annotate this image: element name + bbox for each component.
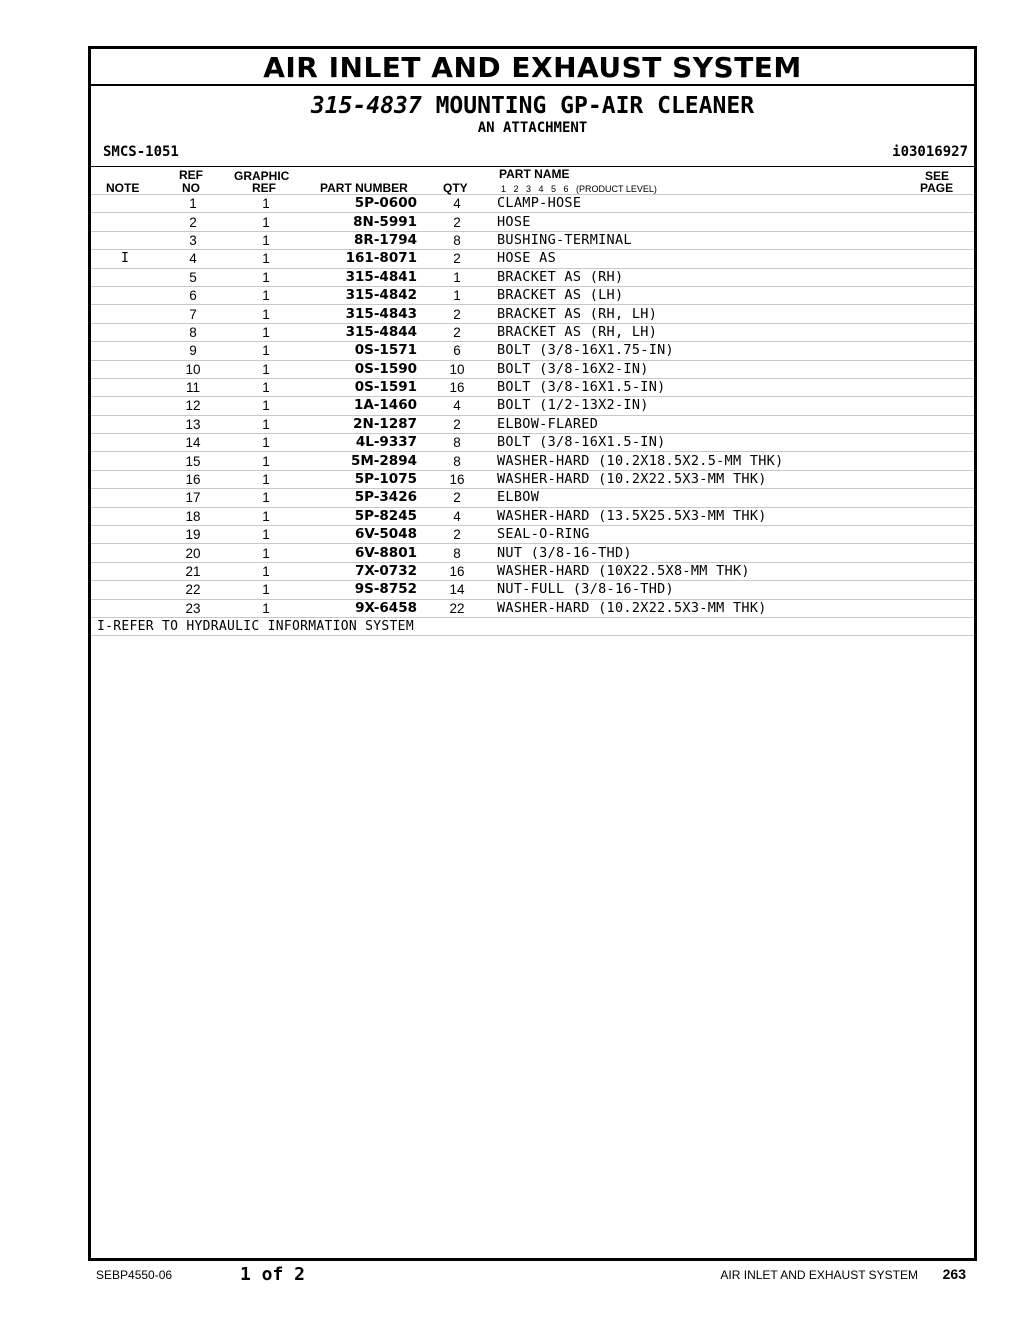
part-see-page bbox=[924, 305, 974, 323]
part-note bbox=[91, 562, 159, 580]
part-ref-no: 23 bbox=[159, 599, 227, 617]
table-row bbox=[91, 415, 974, 433]
part-name: BRACKET AS (LH) bbox=[497, 286, 924, 304]
part-graphic-ref: 1 bbox=[227, 323, 305, 341]
table-row bbox=[91, 231, 974, 249]
part-ref-no: 3 bbox=[159, 231, 227, 249]
part-number: 315-4844 bbox=[305, 323, 417, 341]
part-ref-no: 19 bbox=[159, 526, 227, 544]
part-qty: 8 bbox=[417, 544, 497, 562]
part-name: BUSHING-TERMINAL bbox=[497, 231, 924, 249]
part-note bbox=[91, 434, 159, 452]
footer-section-title: AIR INLET AND EXHAUST SYSTEM bbox=[720, 1268, 918, 1282]
part-graphic-ref: 1 bbox=[227, 286, 305, 304]
part-note bbox=[91, 452, 159, 470]
part-qty: 2 bbox=[417, 526, 497, 544]
part-note bbox=[91, 544, 159, 562]
part-see-page bbox=[924, 599, 974, 617]
part-see-page bbox=[924, 562, 974, 580]
part-qty: 2 bbox=[417, 415, 497, 433]
header-graphic-top: GRAPHIC bbox=[234, 169, 290, 183]
part-qty: 2 bbox=[417, 489, 497, 507]
part-qty: 2 bbox=[417, 250, 497, 268]
table-row bbox=[91, 397, 974, 415]
part-qty: 8 bbox=[417, 434, 497, 452]
part-graphic-ref: 1 bbox=[227, 581, 305, 599]
part-note bbox=[91, 268, 159, 286]
part-number: 5P-3426 bbox=[305, 489, 417, 507]
part-see-page bbox=[924, 323, 974, 341]
table-row bbox=[91, 268, 974, 286]
part-name: BOLT (3/8-16X2-IN) bbox=[497, 360, 924, 378]
part-graphic-ref: 1 bbox=[227, 434, 305, 452]
part-note bbox=[91, 231, 159, 249]
table-row bbox=[91, 507, 974, 525]
table-row bbox=[91, 452, 974, 470]
part-note bbox=[91, 305, 159, 323]
part-ref-no: 5 bbox=[159, 268, 227, 286]
part-number: 315-4841 bbox=[305, 268, 417, 286]
part-see-page bbox=[924, 342, 974, 360]
part-qty: 16 bbox=[417, 378, 497, 396]
part-name: CLAMP-HOSE bbox=[497, 195, 924, 213]
part-number: 5M-2894 bbox=[305, 452, 417, 470]
part-see-page bbox=[924, 415, 974, 433]
part-qty: 1 bbox=[417, 268, 497, 286]
header-note: NOTE bbox=[106, 181, 140, 195]
part-graphic-ref: 1 bbox=[227, 268, 305, 286]
table-header bbox=[91, 167, 974, 194]
part-ref-no: 11 bbox=[159, 378, 227, 396]
part-name: WASHER-HARD (10X22.5X8-MM THK) bbox=[497, 562, 924, 580]
part-graphic-ref: 1 bbox=[227, 250, 305, 268]
part-number: 315-4842 bbox=[305, 286, 417, 304]
part-qty: 14 bbox=[417, 581, 497, 599]
header-ref-bottom: NO bbox=[182, 181, 200, 195]
system-title: AIR INLET AND EXHAUST SYSTEM bbox=[91, 49, 974, 86]
part-note: I bbox=[91, 250, 159, 268]
part-ref-no: 16 bbox=[159, 470, 227, 488]
part-ref-no: 18 bbox=[159, 507, 227, 525]
parts-table bbox=[91, 194, 974, 617]
header-qty: QTY bbox=[443, 181, 468, 195]
part-ref-no: 13 bbox=[159, 415, 227, 433]
part-number: 8N-5991 bbox=[305, 213, 417, 231]
part-see-page bbox=[924, 581, 974, 599]
part-number: 5P-8245 bbox=[305, 507, 417, 525]
table-row bbox=[91, 526, 974, 544]
part-ref-no: 8 bbox=[159, 323, 227, 341]
table-row bbox=[91, 599, 974, 617]
part-ref-no: 6 bbox=[159, 286, 227, 304]
part-number: 6V-8801 bbox=[305, 544, 417, 562]
part-name: WASHER-HARD (10.2X22.5X3-MM THK) bbox=[497, 599, 924, 617]
part-graphic-ref: 1 bbox=[227, 526, 305, 544]
part-qty: 2 bbox=[417, 213, 497, 231]
part-ref-no: 15 bbox=[159, 452, 227, 470]
part-qty: 16 bbox=[417, 470, 497, 488]
part-name: HOSE bbox=[497, 213, 924, 231]
part-see-page bbox=[924, 195, 974, 213]
table-row bbox=[91, 562, 974, 580]
part-see-page bbox=[924, 544, 974, 562]
document-id: SEBP4550-06 bbox=[96, 1268, 173, 1282]
group-subtitle: AN ATTACHMENT bbox=[477, 120, 588, 136]
part-note bbox=[91, 378, 159, 396]
part-see-page bbox=[924, 470, 974, 488]
part-qty: 6 bbox=[417, 342, 497, 360]
header-ref-top: REF bbox=[179, 168, 203, 182]
part-qty: 4 bbox=[417, 397, 497, 415]
header-part-number: PART NUMBER bbox=[320, 181, 408, 195]
part-ref-no: 14 bbox=[159, 434, 227, 452]
part-ref-no: 1 bbox=[159, 195, 227, 213]
part-name: WASHER-HARD (10.2X18.5X2.5-MM THK) bbox=[497, 452, 924, 470]
table-row bbox=[91, 544, 974, 562]
table-row bbox=[91, 286, 974, 304]
part-name: BOLT (3/8-16X1.5-IN) bbox=[497, 378, 924, 396]
part-see-page bbox=[924, 378, 974, 396]
identifier-bar bbox=[91, 140, 974, 167]
part-ref-no: 17 bbox=[159, 489, 227, 507]
part-note bbox=[91, 415, 159, 433]
page-of-indicator: 1 of 2 bbox=[240, 1264, 306, 1285]
part-note bbox=[91, 397, 159, 415]
part-qty: 16 bbox=[417, 562, 497, 580]
part-see-page bbox=[924, 213, 974, 231]
part-see-page bbox=[924, 489, 974, 507]
part-name: ELBOW-FLARED bbox=[497, 415, 924, 433]
footnote: I-REFER TO HYDRAULIC INFORMATION SYSTEM bbox=[91, 617, 974, 636]
part-note bbox=[91, 581, 159, 599]
part-name: WASHER-HARD (13.5X25.5X3-MM THK) bbox=[497, 507, 924, 525]
page-footer bbox=[0, 1262, 1020, 1292]
part-number: 0S-1590 bbox=[305, 360, 417, 378]
part-graphic-ref: 1 bbox=[227, 489, 305, 507]
table-row bbox=[91, 323, 974, 341]
header-product-levels: 1 2 3 4 5 6 (PRODUCT LEVEL) bbox=[501, 184, 657, 194]
part-graphic-ref: 1 bbox=[227, 544, 305, 562]
part-see-page bbox=[924, 268, 974, 286]
part-graphic-ref: 1 bbox=[227, 397, 305, 415]
part-see-page bbox=[924, 250, 974, 268]
part-qty: 22 bbox=[417, 599, 497, 617]
part-see-page bbox=[924, 286, 974, 304]
part-qty: 2 bbox=[417, 305, 497, 323]
parts-page-frame bbox=[88, 46, 977, 1261]
part-name: WASHER-HARD (10.2X22.5X3-MM THK) bbox=[497, 470, 924, 488]
part-note bbox=[91, 526, 159, 544]
part-note bbox=[91, 286, 159, 304]
part-number: 4L-9337 bbox=[305, 434, 417, 452]
table-row bbox=[91, 470, 974, 488]
part-number: 161-8071 bbox=[305, 250, 417, 268]
part-note bbox=[91, 489, 159, 507]
header-graphic-bottom: REF bbox=[252, 181, 276, 195]
part-ref-no: 12 bbox=[159, 397, 227, 415]
part-number: 6V-5048 bbox=[305, 526, 417, 544]
part-see-page bbox=[924, 360, 974, 378]
part-ref-no: 20 bbox=[159, 544, 227, 562]
part-note bbox=[91, 470, 159, 488]
part-graphic-ref: 1 bbox=[227, 342, 305, 360]
part-name: BOLT (3/8-16X1.75-IN) bbox=[497, 342, 924, 360]
part-see-page bbox=[924, 397, 974, 415]
info-number: i03016927 bbox=[892, 144, 968, 160]
part-name: NUT-FULL (3/8-16-THD) bbox=[497, 581, 924, 599]
table-row bbox=[91, 360, 974, 378]
part-name: BRACKET AS (RH, LH) bbox=[497, 305, 924, 323]
part-see-page bbox=[924, 526, 974, 544]
part-note bbox=[91, 213, 159, 231]
part-graphic-ref: 1 bbox=[227, 378, 305, 396]
part-graphic-ref: 1 bbox=[227, 452, 305, 470]
part-graphic-ref: 1 bbox=[227, 213, 305, 231]
part-ref-no: 2 bbox=[159, 213, 227, 231]
part-ref-no: 4 bbox=[159, 250, 227, 268]
part-note bbox=[91, 342, 159, 360]
part-number: 8R-1794 bbox=[305, 231, 417, 249]
part-note bbox=[91, 599, 159, 617]
table-row bbox=[91, 434, 974, 452]
table-row bbox=[91, 378, 974, 396]
part-number: 5P-1075 bbox=[305, 470, 417, 488]
part-ref-no: 21 bbox=[159, 562, 227, 580]
part-note bbox=[91, 360, 159, 378]
group-name: MOUNTING GP-AIR CLEANER bbox=[435, 93, 755, 119]
part-graphic-ref: 1 bbox=[227, 360, 305, 378]
page-number: 263 bbox=[942, 1266, 966, 1282]
part-note bbox=[91, 507, 159, 525]
part-graphic-ref: 1 bbox=[227, 470, 305, 488]
part-graphic-ref: 1 bbox=[227, 195, 305, 213]
part-number: 315-4843 bbox=[305, 305, 417, 323]
part-number: 7X-0732 bbox=[305, 562, 417, 580]
smcs-code: SMCS-1051 bbox=[103, 144, 179, 160]
part-ref-no: 9 bbox=[159, 342, 227, 360]
part-qty: 2 bbox=[417, 323, 497, 341]
part-ref-no: 22 bbox=[159, 581, 227, 599]
table-row bbox=[91, 213, 974, 231]
part-qty: 1 bbox=[417, 286, 497, 304]
part-number: 1A-1460 bbox=[305, 397, 417, 415]
part-qty: 8 bbox=[417, 452, 497, 470]
part-name: BRACKET AS (RH) bbox=[497, 268, 924, 286]
table-row bbox=[91, 250, 974, 268]
header-see-top: SEE bbox=[925, 169, 950, 183]
part-name: BOLT (3/8-16X1.5-IN) bbox=[497, 434, 924, 452]
part-see-page bbox=[924, 434, 974, 452]
part-number: 5P-0600 bbox=[305, 195, 417, 213]
part-qty: 8 bbox=[417, 231, 497, 249]
part-number: 0S-1591 bbox=[305, 378, 417, 396]
part-note bbox=[91, 323, 159, 341]
table-row bbox=[91, 305, 974, 323]
table-row bbox=[91, 342, 974, 360]
part-name: SEAL-O-RING bbox=[497, 526, 924, 544]
part-qty: 10 bbox=[417, 360, 497, 378]
part-qty: 4 bbox=[417, 507, 497, 525]
part-note bbox=[91, 195, 159, 213]
table-row bbox=[91, 195, 974, 213]
part-number: 9X-6458 bbox=[305, 599, 417, 617]
group-title bbox=[91, 92, 974, 120]
part-name: ELBOW bbox=[497, 489, 924, 507]
part-graphic-ref: 1 bbox=[227, 562, 305, 580]
part-graphic-ref: 1 bbox=[227, 507, 305, 525]
part-graphic-ref: 1 bbox=[227, 415, 305, 433]
part-name: NUT (3/8-16-THD) bbox=[497, 544, 924, 562]
part-name: BOLT (1/2-13X2-IN) bbox=[497, 397, 924, 415]
header-part-name: PART NAME bbox=[499, 167, 570, 181]
part-see-page bbox=[924, 507, 974, 525]
part-name: HOSE AS bbox=[497, 250, 924, 268]
part-graphic-ref: 1 bbox=[227, 305, 305, 323]
part-number: 2N-1287 bbox=[305, 415, 417, 433]
table-row bbox=[91, 581, 974, 599]
part-see-page bbox=[924, 231, 974, 249]
part-name: BRACKET AS (RH, LH) bbox=[497, 323, 924, 341]
part-see-page bbox=[924, 452, 974, 470]
group-part-number: 315-4837 bbox=[310, 93, 422, 119]
part-graphic-ref: 1 bbox=[227, 231, 305, 249]
part-ref-no: 7 bbox=[159, 305, 227, 323]
part-number: 9S-8752 bbox=[305, 581, 417, 599]
part-graphic-ref: 1 bbox=[227, 599, 305, 617]
part-qty: 4 bbox=[417, 195, 497, 213]
header-see-bottom: PAGE bbox=[920, 181, 954, 195]
part-ref-no: 10 bbox=[159, 360, 227, 378]
table-row bbox=[91, 489, 974, 507]
part-number: 0S-1571 bbox=[305, 342, 417, 360]
